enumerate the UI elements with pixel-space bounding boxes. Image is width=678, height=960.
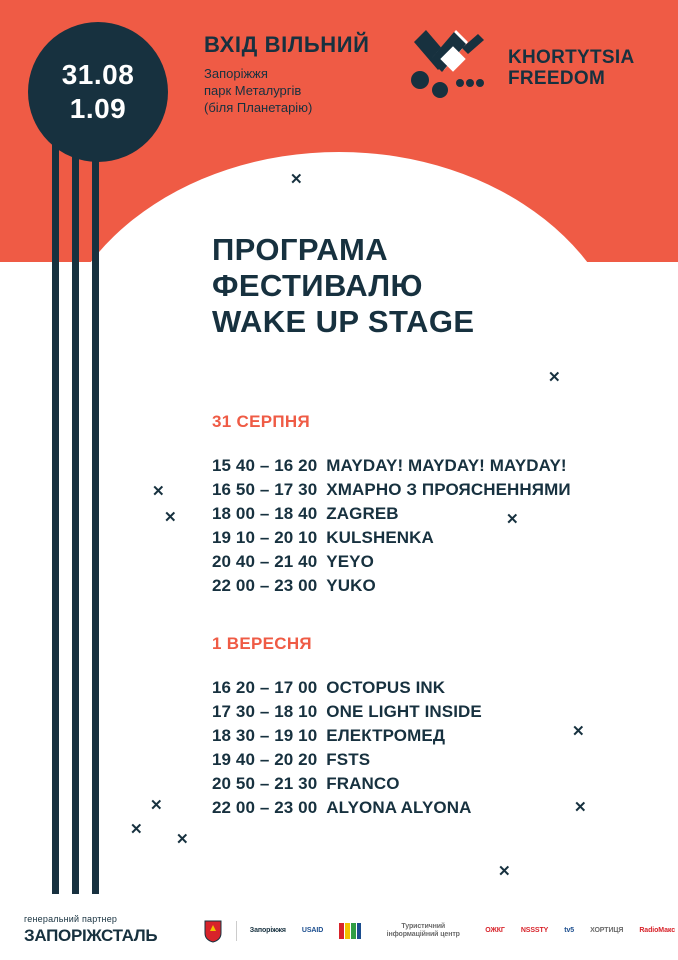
logo-text-line1: KHORTYTSIA: [508, 47, 635, 68]
date-badge-line2: 1.09: [69, 93, 127, 124]
zaporizhzhia-city-logo: Запоріжжя: [249, 927, 286, 934]
location-line-1: Запоріжжя: [204, 66, 268, 81]
information-center-logo: Туристичний інформаційний центр: [386, 923, 460, 938]
general-partner-block: [24, 914, 157, 946]
logo-text-line2: FREEDOM: [508, 68, 606, 89]
schedule-row: [212, 700, 632, 724]
slot-time: 22 00 – 23 00: [212, 576, 318, 595]
general-partner-name: ЗАПОРІЖСТАЛЬ: [24, 926, 158, 945]
day-heading-2: 1 ВЕРЕСНЯ: [212, 634, 312, 653]
free-entry-title: ВХІД ВІЛЬНИЙ: [204, 32, 370, 57]
schedule-row: [212, 478, 632, 502]
slot-artist: ZAGREB: [326, 504, 399, 523]
cross-decor-icon: ✕: [572, 723, 585, 740]
slot-artist: OCTOPUS INK: [326, 678, 446, 697]
schedule-row: [212, 550, 632, 574]
slot-artist: ONE LIGHT INSIDE: [326, 702, 482, 721]
slot-time: 17 30 – 18 10: [212, 702, 318, 721]
slot-time: 18 30 – 19 10: [212, 726, 318, 745]
slot-artist: ХМАРНО З ПРОЯСНЕННЯМИ: [326, 480, 571, 499]
logo-text: [508, 47, 635, 89]
slot-time: 20 50 – 21 30: [212, 774, 318, 793]
slot-artist: YUKO: [326, 576, 376, 595]
slot-artist: KULSHENKA: [326, 528, 434, 547]
tv5-logo: tv5: [564, 927, 575, 934]
header-text-block: [204, 32, 370, 116]
slot-artist: FSTS: [326, 750, 371, 769]
slot-time: 16 20 – 17 00: [212, 678, 318, 697]
zaporizhzhia-coat-of-arms-icon: [200, 918, 226, 944]
schedule-list-day1: [212, 454, 632, 598]
program-title-line2: ФЕСТИВАЛЮ: [212, 268, 423, 303]
cross-decor-icon: ✕: [152, 483, 165, 500]
location-line-2: парк Металургів: [204, 83, 302, 98]
vertical-line-3: [92, 108, 99, 913]
cross-decor-icon: ✕: [574, 799, 587, 816]
date-badge: [28, 22, 168, 162]
schedule-row: [212, 502, 632, 526]
slot-time: 18 00 – 18 40: [212, 504, 318, 523]
slot-time: 19 10 – 20 10: [212, 528, 318, 547]
slot-time: 22 00 – 23 00: [212, 798, 318, 817]
slot-time: 16 50 – 17 30: [212, 480, 318, 499]
oblast-logo: ОЖКГ: [485, 927, 505, 934]
sponsor-divider: [236, 921, 237, 941]
cross-decor-icon: ✕: [506, 511, 519, 528]
slot-artist: ЕЛЕКТРОМЕД: [326, 726, 446, 745]
cross-decor-icon: ✕: [150, 797, 163, 814]
cross-decor-icon: ✕: [290, 171, 303, 188]
day-heading-1: 31 СЕРПНЯ: [212, 412, 311, 431]
usaid-logo: USAID: [301, 927, 324, 934]
khortytsia-logo: ХОРТИЦЯ: [590, 927, 624, 934]
sponsor-logos: [200, 918, 678, 944]
schedule-row: [212, 574, 632, 598]
schedule-row: [212, 772, 632, 796]
program-block: [212, 232, 632, 820]
cross-decor-icon: ✕: [176, 831, 189, 848]
nsssty-logo: NSSSTY: [520, 927, 549, 934]
program-title-line3: WAKE UP STAGE: [212, 304, 475, 339]
general-partner-label: генеральний партнер: [24, 914, 118, 924]
slot-time: 20 40 – 21 40: [212, 552, 318, 571]
schedule-list-day2: [212, 676, 632, 820]
schedule-row: [212, 724, 632, 748]
rainbow-stripes-logo: [336, 918, 364, 944]
slot-artist: YEYO: [326, 552, 374, 571]
schedule-row: [212, 748, 632, 772]
radio-max-logo: RadioМакс: [639, 927, 675, 934]
location-line-3: (біля Планетарію): [204, 100, 313, 115]
cross-decor-icon: ✕: [130, 821, 143, 838]
cross-decor-icon: ✕: [164, 509, 177, 526]
schedule-row: [212, 454, 632, 478]
schedule-row: [212, 526, 632, 550]
slot-artist: ALYONA ALYONA: [326, 798, 472, 817]
vertical-line-2: [72, 108, 79, 913]
slot-time: 19 40 – 20 20: [212, 750, 318, 769]
schedule-row: [212, 676, 632, 700]
schedule-row: [212, 796, 632, 820]
cross-decor-icon: ✕: [548, 369, 561, 386]
date-badge-line1: 31.08: [61, 59, 135, 90]
program-title-line1: ПРОГРАМА: [212, 232, 388, 267]
vertical-line-1: [52, 108, 59, 913]
slot-artist: FRANCO: [326, 774, 400, 793]
slot-artist: MAYDAY! MAYDAY! MAYDAY!: [326, 456, 567, 475]
cross-decor-icon: ✕: [498, 863, 511, 880]
khortytsia-freedom-logo: [404, 28, 635, 108]
logo-mark-icon: [404, 28, 500, 108]
slot-time: 15 40 – 16 20: [212, 456, 318, 475]
